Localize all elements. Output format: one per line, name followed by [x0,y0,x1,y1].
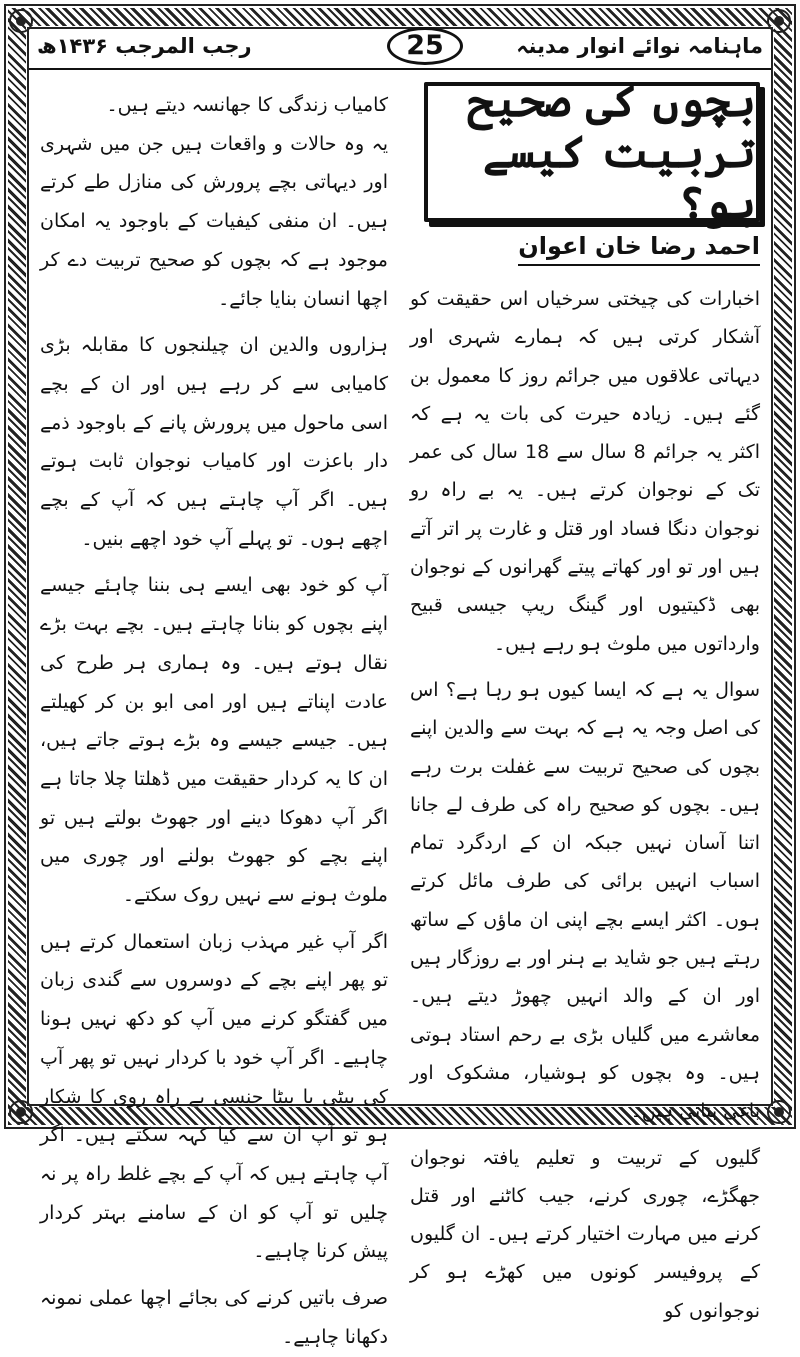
article-title: بچوں کی صحیح تربیت کیسے ہو؟ [467,75,756,229]
paragraph: یہ وہ حالات و واقعات ہیں جن میں شہری اور دیہاتی بچے پرورش کی منازل طے کرتے ہیں۔ ان منفی کیفیات کے باوجود یہ امکان موجود ہے کہ بچوں کو صحیح تربیت دے کر اچھا انسان بنایا جائے۔ [40,132,388,310]
issue-date: رجب المرجب ۱۴۳۶ھ [37,34,252,58]
corner-ornament-icon [6,1097,36,1127]
page-header [29,29,771,69]
article-title-box [424,75,760,229]
paragraph: صرف باتیں کرنے کی بجائے اچھا عملی نمونہ دکھانا چاہیے۔ [40,1287,388,1348]
left-column [40,86,388,1357]
paragraph: آپ کو خود بھی ایسے ہی بننا چاہئے جیسے اپنے بچوں کو بنانا چاہتے ہیں۔ بچے بہت بڑے نقال ہوتے ہیں۔ وہ ہماری ہر طرح کی عادت اپناتے ہیں اور امی ابو بن کر کھیلتے ہیں۔ جیسے جیسے وہ بڑے ہوتے جاتے ہیں، ان کا یہ کردار حقیقت میں ڈھلتا چلا جاتا ہے اگر آپ دھوکا دینے اور جھوٹ بولتے ہیں تو اپنے بچے کو جھوٹ بولنے اور چوری میں ملوث ہونے سے نہیں روک سکتے۔ [40,574,388,907]
paragraph: ہزاروں والدین ان چیلنجوں کا مقابلہ بڑی کامیابی سے کر رہے ہیں اور ان کے بچے اسی ماحول میں پرورش پانے کے باوجود ذمے دار باعزت اور کامیاب نوجوان ثابت ہوتے ہیں۔ اگر آپ چاہتے ہیں کہ آپ کے بچے اچھے ہوں۔ تو پہلے آپ خود اچھے بنیں۔ [40,334,388,550]
article-author: احمد رضا خان اعوان [518,232,760,266]
header-divider [29,68,771,70]
paragraph: اخبارات کی چیختی سرخیاں اس حقیقت کو آشکار کرتی ہیں کہ ہمارے شہری اور دیہاتی علاقوں میں جرائم روز کا معمول بن گئے ہیں۔ زیادہ حیرت کی بات یہ ہے کہ اکثر یہ جرائم 8 سال سے 18 سال کی عمر تک کے نوجوان کرتے ہیں۔ یہ بے راہ رو نوجوان دنگا فساد اور قتل و غارت پر اتر آتے ہیں اور تو اور کھاتے پیتے گھرانوں کے نوجوان بھی ڈکیتیوں اور گینگ ریپ جیسی قبیح وارداتوں میں ملوث ہو رہے ہیں۔ [410,288,760,655]
magazine-name: ماہنامہ نوائے انوار مدینہ [516,34,763,58]
paragraph: گلیوں کے تربیت و تعلیم یافتہ نوجوان جھگڑے، چوری کرنے، جیب کاٹنے اور قتل کرنے میں مہارت اختیار کرتے ہیں۔ ان گلیوں کے پروفیسر کونوں میں کھڑے ہو کر نوجوانوں کو [410,1146,760,1322]
paragraph: اگر آپ غیر مہذب زبان استعمال کرتے ہیں تو پھر اپنے بچے کے دوسروں سے گندی زبان میں گفتگو کرنے میں آپ کو دکھ نہیں ہونا چاہیے۔ اگر آپ خود با کردار نہیں تو پھر آپ کی بیٹی یا بیٹا جنسی بے راہ روی کا شکار ہو تو آپ ان سے کیا کہہ سکتے ہیں۔ اگر آپ چاہتے ہیں کہ آپ کے بچے غلط راہ پر نہ چلیں تو آپ کو ان کے سامنے بہتر کردار پیش کرنا چاہیے۔ [40,930,388,1263]
page-number: 25 [387,27,463,65]
paragraph: سوال یہ ہے کہ ایسا کیوں ہو رہا ہے؟ اس کی اصل وجہ یہ ہے کہ بہت سے والدین اپنے بچوں کی صحیح تربیت سے غفلت برت رہے ہیں۔ بچوں کو صحیح راہ کی طرف لے جانا اتنا آسان نہیں جبکہ ان کے اردگرد تمام اسباب انہیں برائی کی طرف مائل کرتے ہوں۔ اکثر ایسے بچے اپنی ان ماؤں کے ساتھ رہتے ہیں جو شاید بے ہنر اور بے روزگار ہیں اور ان کے والد انہیں چھوڑ دیتے ہیں۔ معاشرے میں گلیاں بڑی بے رحم استاد ہوتی ہیں۔ وہ بچوں کو ہوشیار، مشکوک اور باغی بناتی ہیں۔ [410,678,760,1123]
paragraph: کامیاب زندگی کا جھانسہ دیتے ہیں۔ [106,94,388,116]
right-column [410,280,760,1330]
corner-ornament-icon [764,1097,794,1127]
